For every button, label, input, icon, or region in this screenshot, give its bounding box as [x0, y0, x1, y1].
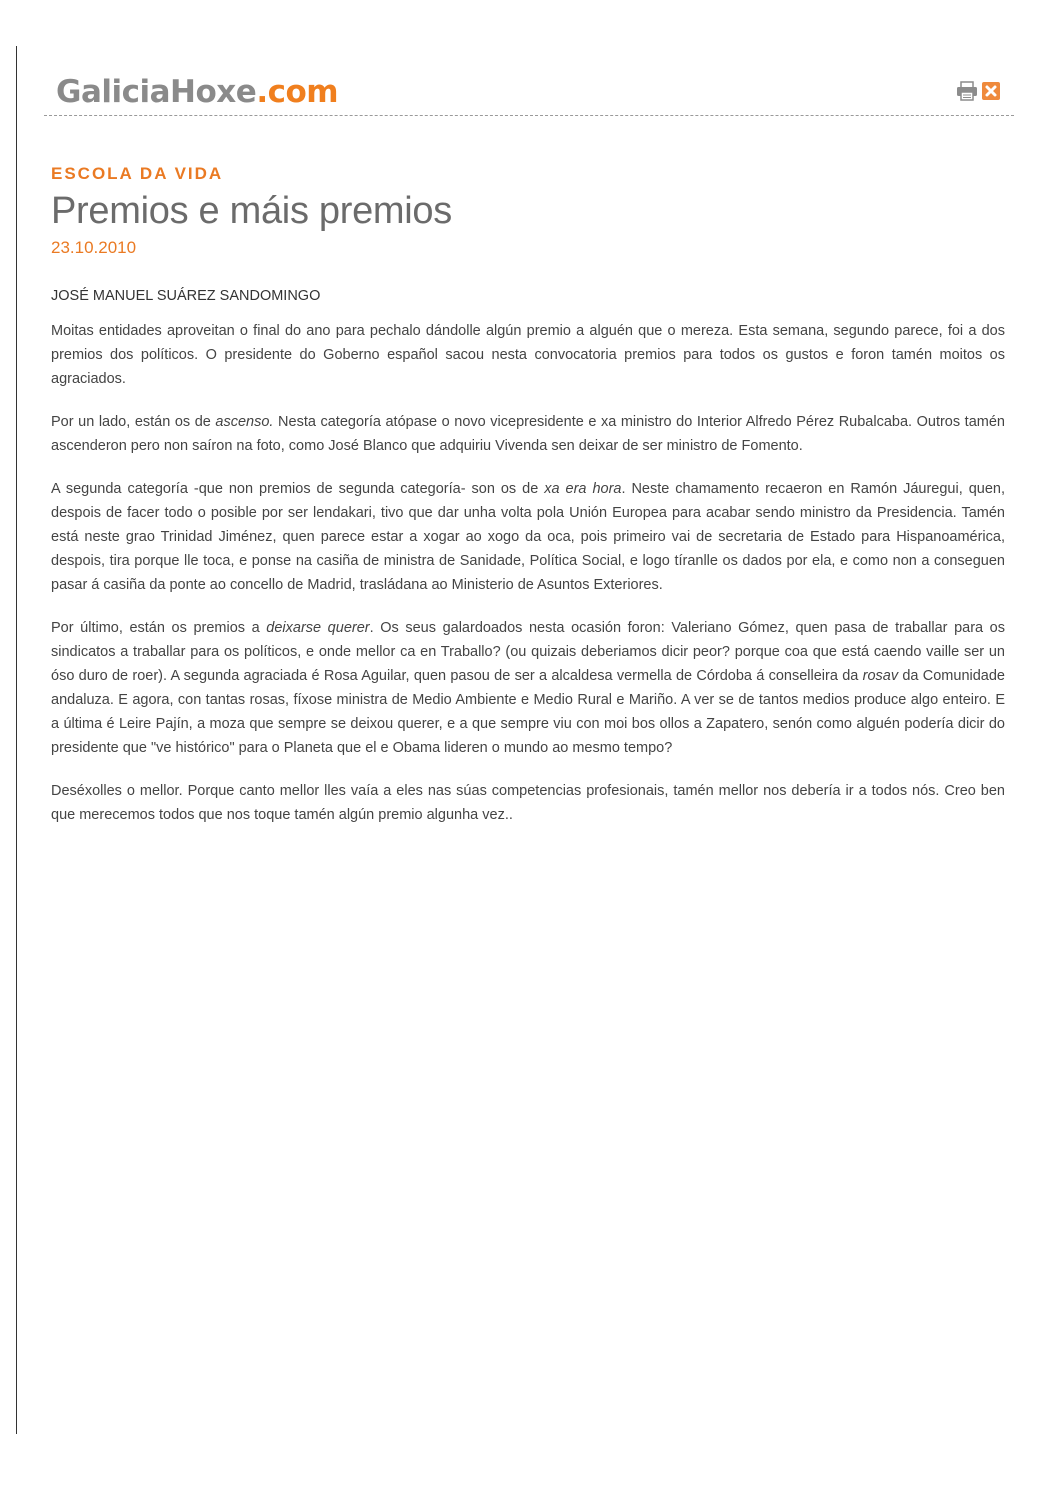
paragraph-text: Nesta categoría atópase o novo vicepresidente e xa ministro do Interior Alfredo Pérez Rubalcaba. Outros tamén ascenderon pero non saíron na foto, como José Blanco que adquiriu Vivenda sen deixar de ser ministro de Fomento. [51, 414, 1005, 454]
article-paragraph [51, 477, 1005, 597]
page-left-border [16, 46, 17, 1434]
print-icon[interactable] [956, 81, 978, 101]
emphasis-text: rosav [862, 668, 899, 684]
emphasis-text: deixarse querer [266, 620, 370, 636]
paragraph-text: Por último, están os premios a [51, 620, 267, 636]
article [51, 162, 1005, 846]
site-logo[interactable] [56, 72, 338, 112]
paragraph-text: Moitas entidades aproveitan o final do ano para pechalo dándolle algún premio a alguén que o mereza. Esta semana, segundo parece, foi a dos premios dos políticos. O presidente do Goberno español sacou nesta convocatoria premios para todos os gustos e foron tamén moitos os agraciados. [51, 323, 1005, 387]
paragraph-text: . Neste chamamento recaeron en Ramón Jáuregui, quen, despois de facer todo o posible por ser lendakari, tivo que dar unha volta pola Unión Europea para acabar sendo ministro da Presidencia. Tamén está neste grao Trinidad Jiménez, quen parece estar a xogar ao xogo da oca, pois primeiro vai de secretaria de Estado para Hispanoamérica, despois, tira porque lle toca, e ponse na casiña de ministra de Sanidade, Política Social, e logo tíranlle os dados por ela, e como non a conseguen pasar á casiña da ponte ao concello de Madrid, trasládana ao Ministerio de Asuntos Exteriores. [51, 481, 1005, 593]
article-paragraph [51, 319, 1005, 391]
article-author: JOSÉ MANUEL SUÁREZ SANDOMINGO [51, 288, 321, 304]
paragraph-text: A segunda categoría -que non premios de segunda categoría- son os de [51, 481, 545, 497]
article-body [51, 319, 1005, 827]
emphasis-text: xa era hora [544, 481, 622, 497]
article-tools [956, 80, 1000, 102]
emphasis-text: ascenso. [215, 414, 274, 430]
article-title: Premios e máis premios [51, 190, 452, 232]
close-icon[interactable] [982, 82, 1000, 100]
site-header [44, 66, 1014, 118]
article-paragraph [51, 779, 1005, 827]
paragraph-text: Por un lado, están os de [51, 414, 216, 430]
article-paragraph [51, 616, 1005, 760]
article-paragraph [51, 410, 1005, 458]
logo-name: GaliciaHoxe [56, 74, 257, 110]
paragraph-text: Deséxolles o mellor. Porque canto mellor lles vaía a eles nas súas competencias profesionais, tamén mellor nos debería ir a todos nós. Creo ben que merecemos todos que nos toque tamén algún premio algunha vez.. [51, 783, 1005, 823]
section-label: ESCOLA DA VIDA [51, 164, 224, 183]
logo-domain: .com [256, 74, 339, 110]
paragraph-text: da Comunidade andaluza. E agora, con tantas rosas, fíxose ministra de Medio Ambiente e Medio Rural e Mariño. A ver se de tantos medios produce algo enteiro. E a última é Leire Pajín, a moza que sempre se deixou querer, e a que sempre viu con moi bos ollos a Zapatero, senón como alguén podería dicir do presidente que "ve histórico" para o Planeta que el e Obama lideren o mundo ao mesmo tempo? [51, 668, 1005, 756]
article-date: 23.10.2010 [51, 238, 137, 257]
paragraph-text: . Os seus galardoados nesta ocasión foron: Valeriano Gómez, quen pasa de traballar para os sindicatos a traballar para os políticos, e onde mellor ca en Traballo? (ou quizais deberiamos dicir peor? porque coa que está caendo vaille ser un óso duro de roer). A segunda agraciada é Rosa Aguilar, quen pasou de ser a alcaldesa vermella de Córdoba á conselleira da [51, 620, 1005, 684]
header-divider [44, 115, 1014, 116]
